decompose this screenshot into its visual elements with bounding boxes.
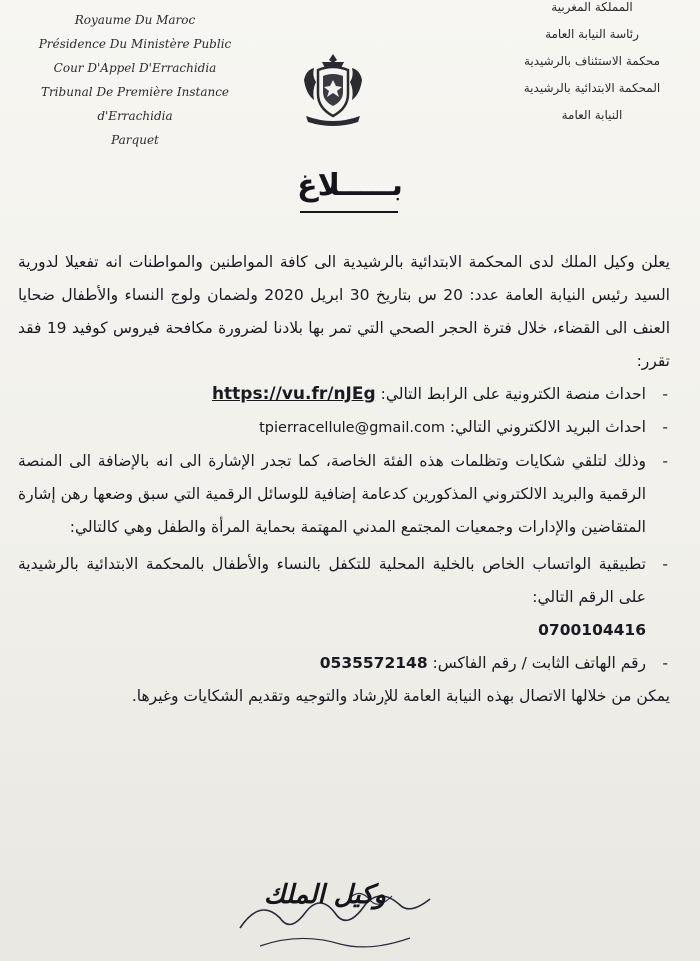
intro-paragraph: يعلن وكيل الملك لدى المحكمة الابتدائية بالرشيدية الى كافة المواطنين والمواطنات انه تفعيلا لدورية السيد رئيس النيابة العامة عدد: 20 س بتاريخ 30 ابريل 2020 ولضمان ولوج النساء والأطفال ضحايا العنف الى القضاء، خلال فترة الحجر الصحي التي تمر بها بلادنا لضرورة مكافحة فيروس كوفيد 19 فقد تقرر: — [18, 253, 670, 370]
bullet-phone — [18, 647, 670, 680]
bullet-complaints — [18, 445, 670, 544]
fr-header-line-1: Royaume Du Maroc — [74, 13, 196, 27]
whatsapp-text: تطبيقية الواتساب الخاص بالخلية المحلية للتكفل بالنساء والأطفال بالمحكمة الابتدائية بالرشيدية على الرقم التالي: — [18, 555, 646, 606]
ar-header-line-1: المملكة المغربية — [551, 0, 633, 14]
platform-link[interactable]: https://vu.fr/nJEg — [211, 384, 376, 404]
bullet-platform — [18, 378, 670, 411]
bullet-email — [18, 411, 670, 445]
title-underline — [300, 211, 398, 213]
signature-title: وكيل الملك — [263, 880, 387, 910]
fr-header-line-4: Tribunal De Première Instance — [40, 85, 230, 99]
bullet-dash-icon: - — [662, 555, 668, 573]
phone-number: 0535572148 — [319, 654, 428, 672]
fr-header-line-2: Présidence Du Ministère Public — [38, 37, 232, 51]
fr-header-line-5: d'Errachidia — [97, 109, 173, 123]
ar-header-line-3: محكمة الاستئناف بالرشيدية — [523, 54, 660, 68]
document-title: بـــــلاغ — [297, 168, 403, 203]
ar-header-line-2: رئاسة النيابة العامة — [545, 27, 639, 41]
ar-header-line-5: النيابة العامة — [561, 108, 623, 122]
bullet-dash-icon: - — [662, 452, 668, 470]
document-body — [18, 246, 670, 713]
french-header — [20, 8, 250, 152]
whatsapp-number: 0700104416 — [538, 621, 646, 639]
bullet-dash-icon: - — [662, 654, 668, 672]
ar-header-line-4: المحكمة الابتدائية بالرشيدية — [523, 81, 661, 95]
fr-header-line-6: Parquet — [111, 133, 159, 147]
fr-header-line-3: Cour D'Appel D'Errachidia — [53, 61, 217, 75]
email-text: احداث البريد الالكتروني التالي: — [449, 418, 646, 436]
bullet-dash-icon: - — [662, 418, 668, 436]
coat-of-arms-icon — [298, 50, 368, 130]
closing-paragraph: يمكن من خلالها الاتصال بهذه النيابة العامة للإرشاد والتوجيه وتقديم الشكايات وغيرها. — [131, 687, 670, 705]
whatsapp-number-line — [18, 614, 670, 647]
bullet-whatsapp — [18, 548, 670, 614]
phone-text: رقم الهاتف الثابت / رقم الفاكس: — [432, 654, 646, 672]
platform-text: احداث منصة الكترونية على الرابط التالي: — [380, 385, 646, 403]
email-address[interactable]: tpierracellule@gmail.com — [259, 420, 445, 436]
bullet-dash-icon: - — [662, 385, 668, 403]
arabic-header — [492, 0, 692, 129]
complaints-text: وذلك لتلقي شكايات وتظلمات هذه الفئة الخاصة، كما تجدر الإشارة الى انه بالإضافة الى المنصة الرقمية والبريد الالكتروني المذكورين كدعامة إضافية للوسائل الرقمية التي سبق وضعها رهن إشارة المتقاضين والإدارات وجمعيات المجتمع المدني المهتمة بحماية المرأة والطفل وهي كالتالي: — [18, 452, 646, 536]
